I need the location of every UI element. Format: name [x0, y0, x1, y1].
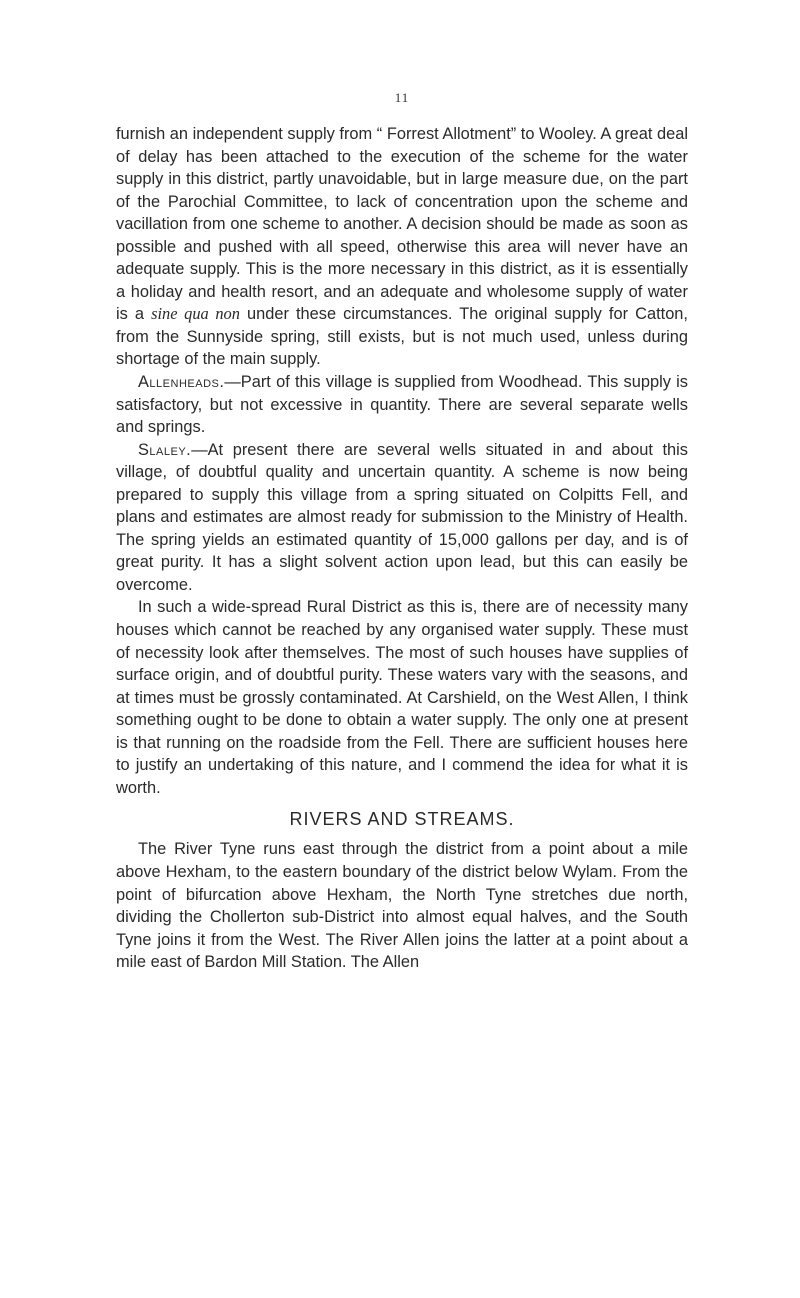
- latin-phrase: sine qua non: [151, 304, 240, 324]
- section-heading-rivers: RIVERS AND STREAMS.: [289, 809, 515, 830]
- paragraph-river-tyne: The River Tyne runs east through the district from a point about a mile above Hexham, to the eastern boundary of the district below Wylam. From the point of bifurcation above Hexham, the North Tyne stretches due north, dividing the Chollerton sub-District into almost equal halves, and the South Tyne joins it from the West. The River Allen joins the latter at a point about a mile east of Bardon Mill Station. The Allen: [116, 840, 688, 972]
- paragraph-text: furnish an independent supply from “ Forrest Allotment” to Wooley. A great deal of delay has been attached to the execution of the scheme for the water supply in this district, partly unavoidable, but in large measure due, on the part of the Parochial Committee, to lack of concentration upon the scheme and vacillation from one scheme to another. A decision should be made as soon as possible and pushed with all speed, otherwise this area will never have an adequate supply. This is the more necessary in this district, as it is essentially a holiday and health resort, and an adequate and wholesome supply of water is a: [116, 125, 688, 324]
- paragraph-water-supply-continued: [116, 123, 688, 371]
- paragraph-lead-slaley: Slaley.: [138, 440, 192, 459]
- paragraph-text: under these circumstances. The original supply for Catton, from the Sunnyside spring, still exists, but is not much used, unless during shortage of the main supply.: [116, 305, 688, 369]
- document-page: [116, 0, 688, 1298]
- paragraph-text: —Part of this village is supplied from Woodhead. This supply is satisfactory, but not excessive in quantity. There are several separate wells and springs.: [116, 373, 688, 437]
- paragraph-text: —At present there are several wells situated in and about this village, of doubtful quality and uncertain quantity. A scheme is now being prepared to supply this village from a spring situated on Colpitts Fell, and plans and estimates are almost ready for submission to the Ministry of Health. The spring yields an estimated quantity of 15,000 gallons per day, and is of great purity. It has a slight solvent action upon lead, but this can easily be overcome.: [116, 440, 688, 594]
- paragraph-lead-allenheads: Allenheads.: [138, 373, 225, 392]
- paragraph-allenheads: [116, 371, 688, 439]
- body-text: [116, 123, 688, 974]
- paragraph-slaley: [116, 439, 688, 597]
- page-number: 11: [394, 90, 410, 105]
- paragraph-outlying-houses: In such a wide-spread Rural District as this is, there are of necessity many houses which cannot be reached by any organised water supply. These must of necessity look after themselves. The most of such houses have supplies of surface origin, and of doubtful purity. These waters vary with the seasons, and at times must be grossly contaminated. At Carshield, on the West Allen, I think something ought to be done to obtain a water supply. The only one at present is that running on the roadside from the Fell. There are sufficient houses here to justify an undertaking of this nature, and I commend the idea for what it is worth.: [116, 598, 688, 797]
